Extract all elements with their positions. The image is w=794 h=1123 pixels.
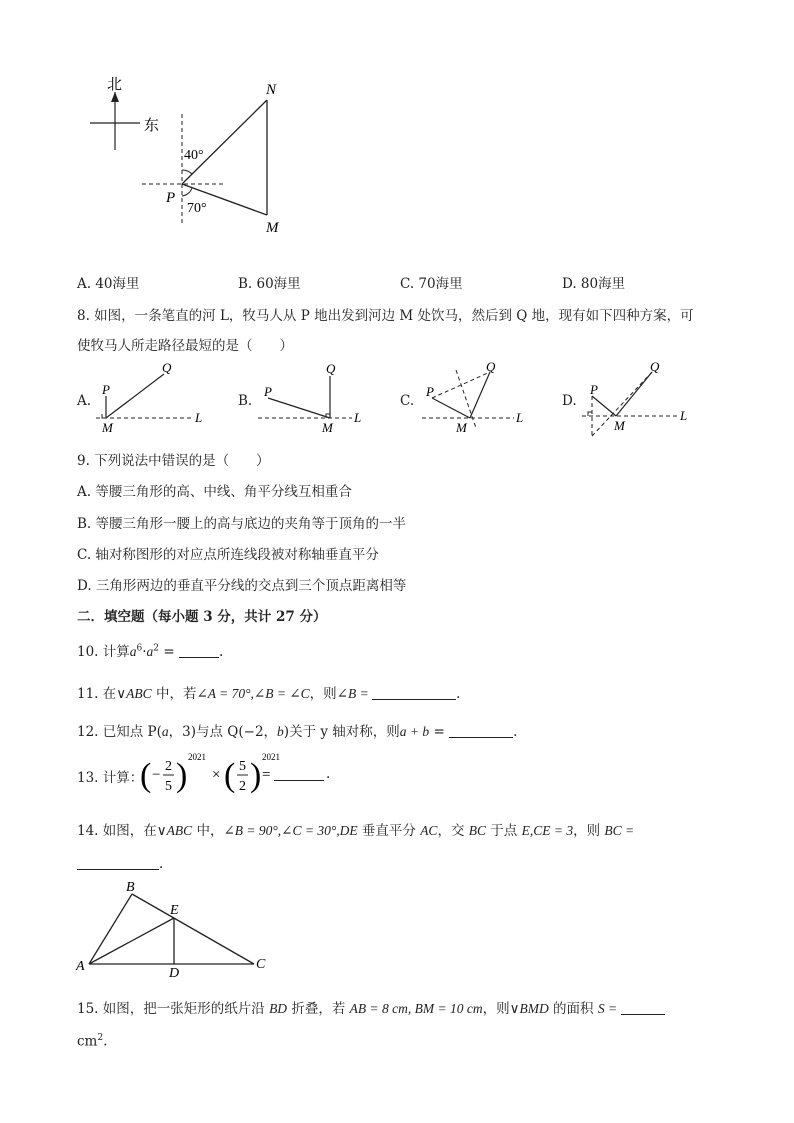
line-l-a: L (195, 410, 203, 425)
q15-line1: 15. 如图，把一张矩形的纸片沿 BD 折叠，若 AB = 8 cm, BM = 10 cm，则∨BMD 的面积 S = (77, 997, 665, 1017)
pt-p-c: P (426, 384, 434, 399)
pt-q-c: Q (486, 359, 496, 374)
pt-q-a: Q (162, 360, 172, 375)
q9-option-c: C. 轴对称图形的对应点所连线段被对称轴垂直平分 (77, 547, 379, 563)
line-l-c: L (516, 410, 524, 425)
q8-figure-a (92, 358, 212, 438)
svg-text:): ) (250, 757, 262, 794)
fig14-label-a: A (76, 959, 85, 974)
segment-pn (182, 100, 267, 184)
q8-figure-d (578, 358, 698, 438)
q11-answer-blank[interactable] (372, 685, 456, 700)
pt-p-b: P (264, 384, 272, 399)
q13-answer-blank[interactable] (274, 766, 324, 781)
pt-q-d: Q (650, 359, 660, 374)
svg-text:×: × (212, 767, 221, 783)
svg-text:=: = (262, 767, 271, 783)
figure-q7 (80, 74, 310, 244)
fig14-label-e: E (170, 903, 179, 918)
q9-option-b: B. 等腰三角形一腰上的高与底边的夹角等于顶角的一半 (77, 516, 407, 532)
svg-text:5: 5 (165, 779, 172, 794)
line-l-d: L (680, 408, 688, 423)
compass-arrow-icon (111, 92, 119, 102)
compass-east-label: 东 (144, 118, 160, 134)
q11: 11. 在∨ABC 中，若∠A = 70°,∠B = ∠C，则∠B = . (77, 686, 461, 702)
q9-stem: 9. 下列说法中错误的是（ ） (77, 453, 270, 469)
q15-line2: $cm^2$. (77, 1033, 108, 1050)
angle-arc-bottom (182, 188, 192, 196)
q15-answer-blank[interactable] (621, 1000, 665, 1015)
svg-text:): ) (176, 757, 188, 794)
q10-answer-blank[interactable] (179, 643, 219, 658)
q12: 12. 已知点 P(a，3)与点 Q(−2，b)关于 y 轴对称，则a + b = . (77, 724, 518, 740)
q8-option-c-letter: C. (400, 393, 415, 409)
angle-arc-top (182, 170, 192, 174)
q7-option-d: D. 80海里 (562, 276, 626, 292)
q9-option-d: D. 三角形两边的垂直平分线的交点到三个顶点距离相等 (77, 578, 407, 594)
pt-m-b: M (322, 420, 333, 435)
pt-p-a: P (102, 382, 110, 397)
fig14-label-b: B (126, 880, 135, 895)
line-l-b: L (354, 410, 362, 425)
pt-q-b: Q (326, 361, 336, 376)
compass-north-label: 北 (107, 77, 123, 93)
q12-answer-blank[interactable] (449, 723, 513, 738)
section-2-heading: 二．填空题（每小题 3 分，共计 27 分） (77, 609, 327, 625)
q14-answer-blank[interactable] (77, 855, 159, 870)
pt-m-c: M (456, 420, 467, 435)
angle-label-70: 70° (187, 201, 207, 216)
q8-option-a-letter: A. (77, 393, 92, 409)
pt-m-d: M (614, 418, 625, 433)
q8-stem-line1: 8. 如图，一条笔直的河 L，牧马人从 P 地出发到河边 M 处饮马，然后到 Q 地，现有如下四种方案，可 (77, 308, 694, 324)
q8-stem-line2: 使牧马人所走路径最短的是（ ） (77, 338, 293, 354)
q14-line2: . (77, 855, 163, 872)
svg-text:−: − (152, 767, 161, 783)
q8-figure-b (254, 358, 374, 438)
svg-text:(: ( (224, 757, 236, 794)
q13-end: . (326, 766, 331, 782)
svg-text:2: 2 (239, 779, 246, 794)
angle-label-40: 40° (184, 148, 204, 163)
point-label-m: M (266, 220, 279, 236)
q8-option-d-letter: D. (562, 393, 577, 409)
svg-text:2: 2 (165, 759, 172, 774)
q13-prefix: 13. 计算： (77, 770, 144, 786)
q7-option-b: B. 60海里 (238, 276, 301, 292)
q10: 10. 计算$a^6\cdot a^2$ = . (77, 643, 224, 660)
figure-q14 (74, 878, 274, 978)
point-label-p: P (166, 190, 176, 206)
q9-option-a: A. 等腰三角形的高、中线、角平分线互相重合 (77, 484, 352, 500)
svg-text:5: 5 (239, 759, 246, 774)
point-label-n: N (266, 82, 277, 98)
pt-m-a: M (102, 420, 113, 435)
fig14-label-c: C (256, 957, 266, 972)
svg-text:2021: 2021 (188, 752, 206, 762)
fig14-label-d: D (169, 966, 180, 978)
q7-option-c: C. 70海里 (400, 276, 463, 292)
q8-option-b-letter: B. (238, 393, 253, 409)
q7-option-a: A. 40海里 (77, 276, 140, 292)
svg-text:2021: 2021 (262, 752, 280, 762)
q14-line1: 14. 如图，在∨ABC 中，∠B = 90°,∠C = 30°,DE 垂直平分 AC，交 BC 于点 E,CE = 3，则 BC = (77, 823, 635, 839)
svg-text:(: ( (140, 757, 152, 794)
q8-figure-c (418, 358, 538, 438)
pt-p-d: P (590, 382, 598, 397)
